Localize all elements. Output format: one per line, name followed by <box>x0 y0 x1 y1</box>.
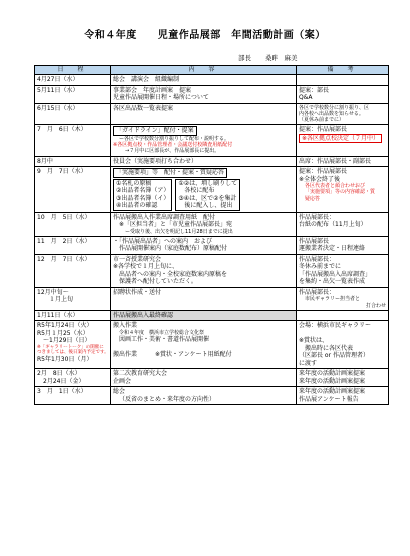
date-text: 5月11日（水） <box>37 86 79 94</box>
note-cell <box>297 369 389 387</box>
note-text: 来年度の活動計画案提案 <box>299 388 366 396</box>
header-note: 備 考 <box>297 66 389 75</box>
note-cell <box>297 310 389 321</box>
note-text: ※賞状は、 <box>299 337 329 345</box>
doc-item: ③出品者名簿（イ） <box>116 194 170 202</box>
note-text: 市民ギャラリー担当者と <box>305 296 361 303</box>
date-text: ※「ギャラリートーク」の開催に <box>37 344 104 350</box>
note-cell <box>297 321 389 369</box>
note-text: に渡す <box>299 359 318 367</box>
content-text: 総会 講演会 組織編制 <box>113 76 180 83</box>
date-text: R5年1月30日（月） <box>37 356 93 363</box>
note-cell <box>297 103 389 125</box>
note-text: 作品展部長： <box>299 213 336 221</box>
note-text: 提案：部長 <box>299 86 330 94</box>
content-cell <box>111 254 297 287</box>
note-text: 来年度の活動計画案提案 <box>299 370 366 378</box>
content-text <box>113 126 294 136</box>
content-text: 市一斉授業研究会 <box>113 255 162 263</box>
content-text: 図画工作・美術・書道作品展開催 <box>119 336 210 343</box>
date-cell <box>35 369 111 387</box>
header-date: 日 程 <box>35 66 111 75</box>
note-text: 搬出時に各区代表 <box>305 344 354 352</box>
doc-item: ②出品者名簿（ア） <box>116 187 170 194</box>
content-cell <box>111 369 297 387</box>
doc-list-left <box>113 179 172 211</box>
note-text: 「作品展搬出入出席調査」 <box>299 270 372 278</box>
note-text: ※全体会終了後 <box>299 175 341 183</box>
doc-note: ③④は、区で②を集計 <box>178 194 237 202</box>
author-name: 桑畔 麻美 <box>265 54 298 62</box>
content-text <box>113 168 294 178</box>
table-row <box>35 212 389 236</box>
note-cell <box>297 212 389 236</box>
table-row <box>35 75 389 86</box>
note-text: を集約・出欠一覧表作成 <box>299 278 366 286</box>
date-cell <box>35 85 111 103</box>
note-text: 台紙の配布（11月上旬） <box>299 221 367 228</box>
content-text: 招聘状作成・送付 <box>113 288 162 296</box>
content-text <box>113 344 294 352</box>
author-role: 部長 <box>238 54 251 62</box>
content-cell <box>111 156 297 167</box>
date-text: R5年1月24日（火） <box>37 322 93 330</box>
content-cell <box>111 212 297 236</box>
date-text: 8月中 <box>37 157 53 165</box>
date-text: 3 月 1日（水） <box>37 388 87 396</box>
note-highlight: ※各区拠点校決定（７月中） <box>299 134 382 144</box>
date-text: 12 月 7日（水） <box>37 255 91 263</box>
table-row <box>35 156 389 167</box>
content-text: 令和４年度 横浜市立学校総合文化祭 <box>119 329 205 336</box>
table-row <box>35 125 389 156</box>
date-cell <box>35 310 111 321</box>
content-cell <box>111 103 297 125</box>
content-cell <box>111 85 297 103</box>
implementation-box: 「実施要項」等 配付・提案・質疑応答 <box>113 168 227 178</box>
date-cell <box>35 287 111 310</box>
note-text: 各区で学校数分に割り振り、区 <box>299 104 370 111</box>
table-row <box>35 254 389 287</box>
date-text: 10 月 5日（水） <box>37 213 91 221</box>
date-text: 9 月 7日（水） <box>37 168 87 175</box>
table-row <box>35 103 389 125</box>
doc-note: ①②は、増し刷りして <box>178 179 238 187</box>
note-cell <box>297 254 389 287</box>
note-text: 運搬業者決定・日程連絡 <box>299 245 366 253</box>
note-cell <box>297 167 389 213</box>
content-text: 作品展開催案内（家庭数配布）原稿配付 <box>119 245 228 253</box>
table-row <box>35 287 389 310</box>
content-text: 役員会（実施要項打ち合わせ） <box>113 157 198 165</box>
content-cell <box>111 236 297 254</box>
note-text: （区部長 or 作品管理者） <box>299 352 369 360</box>
note-text <box>299 134 386 144</box>
content-text: 事業部会 年度計画案 提案 <box>113 86 192 94</box>
content-text: 企画会 <box>113 377 132 385</box>
content-text: 搬出作業 ※賞状・アンケート用紙配付 <box>113 351 232 358</box>
table-row <box>35 236 389 254</box>
note-cell <box>297 387 389 405</box>
doc-list <box>113 179 294 211</box>
doc-item: ④出品者の確認 <box>116 202 158 209</box>
note-cell <box>297 156 389 167</box>
content-cell <box>111 387 297 405</box>
note-text: 提案：作品展部長 <box>299 168 348 175</box>
content-cell <box>111 310 297 321</box>
content-text: ー受取り後、出欠を明記し11月28日までに提出 <box>125 228 233 235</box>
content-text: ・「作品展出品者」への案内 および <box>113 237 213 245</box>
date-cell <box>35 103 111 125</box>
note-text: Q&A <box>299 94 313 101</box>
date-text: 6月15日（水） <box>37 104 79 112</box>
date-text: R5月１月25（水） <box>37 329 89 337</box>
date-text: 4月27日（水） <box>37 76 79 83</box>
guideline-box: 「ガイドライン」配付・提案 <box>113 126 197 136</box>
date-text: １月上旬 <box>49 296 74 304</box>
content-text: 児童作品展開催日程・場所について <box>113 94 209 101</box>
content-text: ー各区で学校数分割り振りして配布・説明する。 <box>119 135 230 142</box>
content-cell <box>111 75 297 86</box>
table-row <box>35 85 389 103</box>
note-text: 打合わせ <box>365 302 386 309</box>
note-cell <box>297 125 389 156</box>
date-text: 〜1月29日（日） <box>43 337 91 345</box>
header-content: 内 容 <box>111 66 297 75</box>
table-row <box>35 369 389 387</box>
table-row <box>35 387 389 405</box>
date-text: 11 月 2日（水） <box>37 237 91 245</box>
content-text: 作品展搬出入最終確認 <box>113 311 174 319</box>
date-text: つきましては、後日案内予定です。 <box>37 350 109 356</box>
page-title: 令和４年度 児童作品展部 年間活動計画（案） <box>84 30 326 41</box>
content-cell <box>111 125 297 156</box>
note-text: 提案：作品展部長 <box>299 126 348 134</box>
note-cell <box>297 75 389 86</box>
content-cell <box>111 321 297 369</box>
date-text: 2月24日（金） <box>43 377 85 385</box>
content-text: 第二次教育研究大会 <box>113 370 168 378</box>
note-cell <box>297 85 389 103</box>
note-text: 「実施要項」等の内容確認・質 <box>305 189 376 196</box>
date-cell <box>35 321 111 369</box>
note-text: 出席：作品展部長・副部長 <box>299 157 372 165</box>
content-cell <box>111 287 297 310</box>
table-row <box>35 310 389 321</box>
note-text: 会場：横浜市民ギャラリー <box>299 322 372 330</box>
date-cell <box>35 75 111 86</box>
author-line <box>238 53 312 62</box>
content-text: 保護者へ配付していただく。 <box>119 278 197 286</box>
date-cell <box>35 236 111 254</box>
note-text: 作品展部長： <box>299 255 336 263</box>
date-text: 2月 8日（水） <box>37 370 81 378</box>
date-cell <box>35 212 111 236</box>
content-text: （反省のまとめ・来年度の方向性） <box>119 395 216 403</box>
note-text: （夏休み前までに） <box>299 117 345 123</box>
note-text: 作品展部長： <box>299 288 336 296</box>
note-text: 来年度の活動計画案提案 <box>299 377 366 385</box>
content-text: 出品者への案内・全校家庭数案内原稿を <box>119 270 228 278</box>
content-text: ※「区担当者」と「市児童作品展部長」宛 <box>119 221 233 228</box>
note-text: 疑応答 <box>305 195 321 202</box>
note-cell <box>297 287 389 310</box>
content-text: ※各区拠点校・作品管理者・会議送付校隣査用紙配付 <box>113 142 233 148</box>
content-text: 搬入作業 <box>113 322 138 330</box>
note-text: 冬休み前までに <box>299 263 342 271</box>
date-cell <box>35 167 111 213</box>
content-cell <box>111 167 297 213</box>
date-cell <box>35 156 111 167</box>
table-header-row <box>35 66 389 75</box>
doc-list-right <box>175 179 240 211</box>
schedule-table <box>34 65 389 405</box>
note-text: 作品展部長 <box>299 237 330 245</box>
content-text: ※各学校で１月上旬に、 <box>113 263 179 271</box>
content-text: 総会 <box>113 388 126 396</box>
date-cell <box>35 387 111 405</box>
date-text: 1月11日（水） <box>37 311 79 319</box>
content-text: 作品展搬出入作業出席調査用紙 配付 <box>113 213 216 221</box>
date-cell <box>35 254 111 287</box>
note-text: 各区代表者と顔合わせおび <box>305 183 366 189</box>
content-text: 各区出品数一覧表提案 <box>113 104 174 112</box>
content-text: →７月中に区部長が、作品展部長に提出。 <box>125 148 220 155</box>
table-row <box>35 321 389 369</box>
note-text: 内各校へ出品数を知らせる。 <box>299 110 364 117</box>
date-text: 7 月 6日（木） <box>37 126 87 134</box>
doc-item: ①名札の原稿 <box>116 179 152 187</box>
table-row <box>35 167 389 213</box>
note-text: 作品展アンケート報告 <box>299 395 359 403</box>
date-text: 12月中旬〜 <box>37 288 69 296</box>
doc-note: 各校に配布 <box>184 187 215 194</box>
doc-note: 後に配入し、提出 <box>184 202 233 209</box>
note-cell <box>297 236 389 254</box>
date-cell <box>35 125 111 156</box>
